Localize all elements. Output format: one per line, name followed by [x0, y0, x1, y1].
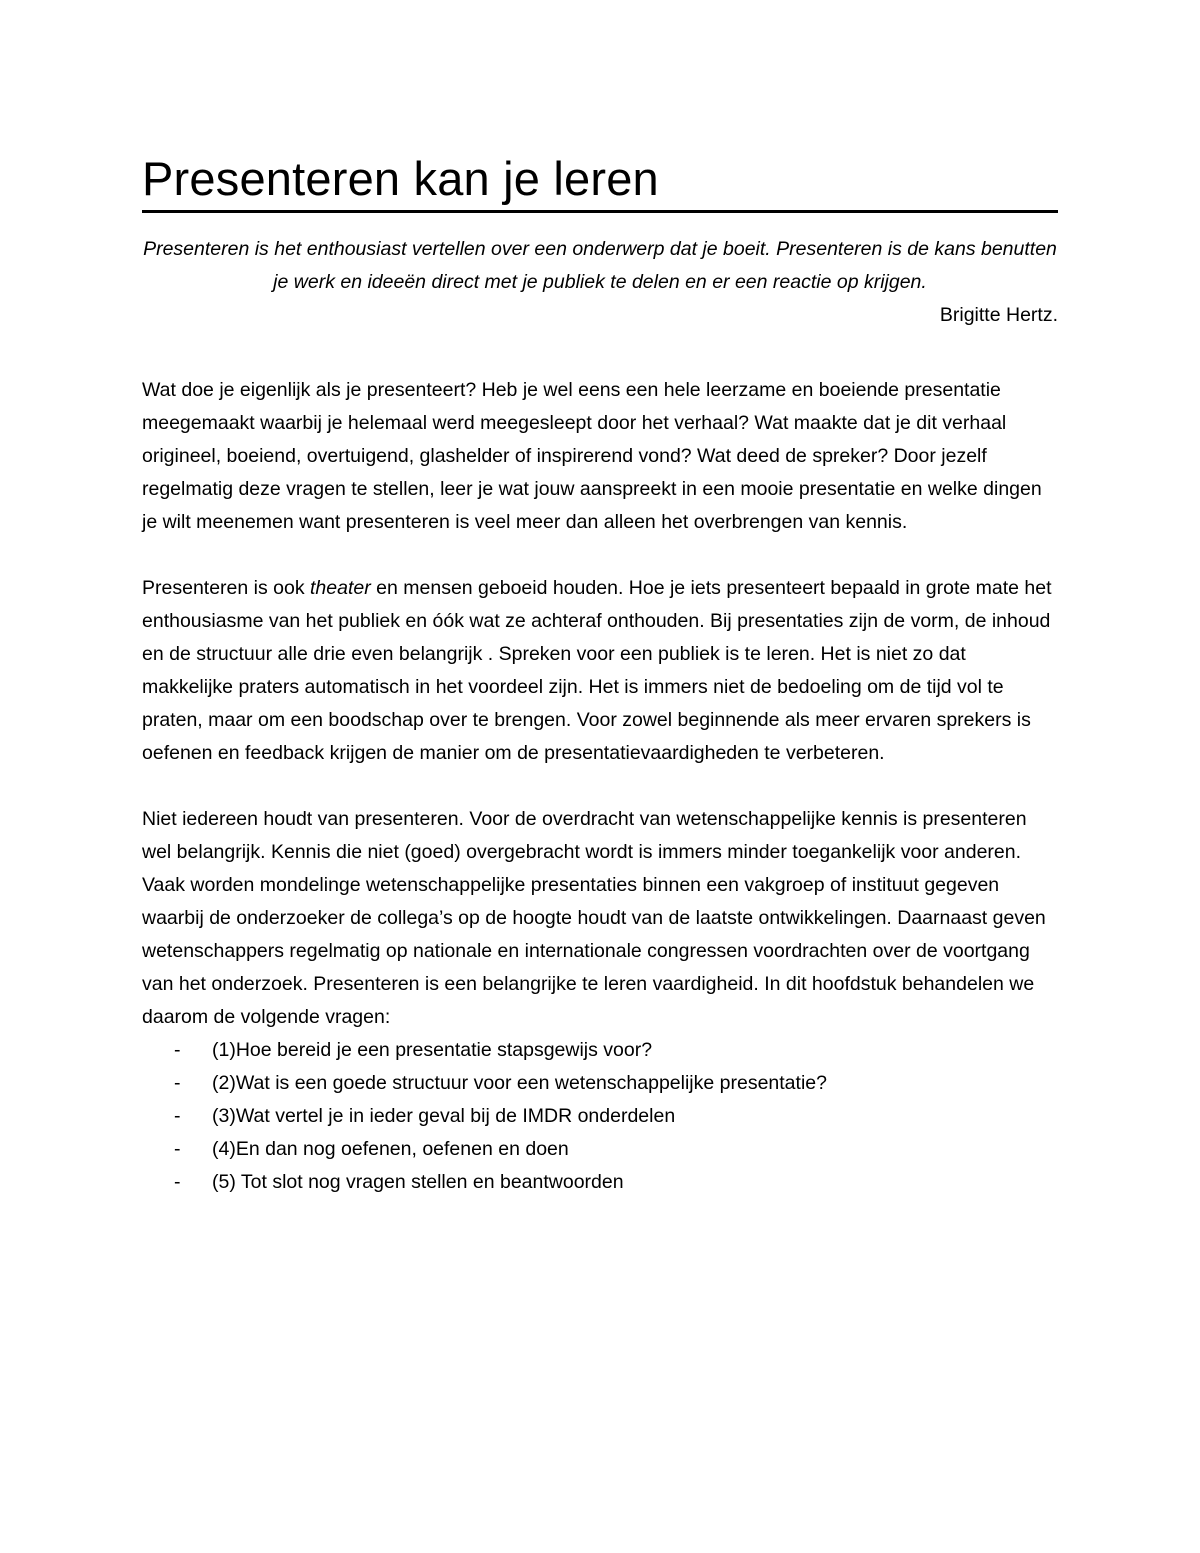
list-item-text: (1)Hoe bereid je een presentatie stapsgewijs voor?: [212, 1039, 653, 1061]
paragraph-theater-rest: en mensen geboeid houden. Hoe je iets presenteert bepaald in grote mate het enthousiasme van het publiek en óók wat ze achteraf onthouden. Bij presentaties zijn de vorm, de inhoud en de structuur alle drie even belangrijk . Spreken voor een publiek is te leren. Het is niet zo dat makkelijke praters automatisch in het voordeel zijn. Het is immers niet de bedoeling om de tijd vol te praten, maar om een boodschap over te brengen. Voor zowel beginnende als meer ervaren sprekers is oefenen en feedback krijgen de manier om de presentatievaardigheden te verbeteren.: [142, 577, 1052, 764]
list-item-text: (3)Wat vertel je in ieder geval bij de IMDR onderdelen: [212, 1105, 676, 1127]
list-item: [142, 1067, 1058, 1100]
dash-bullet: -: [174, 1138, 181, 1160]
epigraph-author: Brigitte Hertz.: [939, 304, 1058, 326]
emphasis-theater: theater: [310, 577, 371, 599]
list-item: [142, 1133, 1058, 1166]
list-item: [142, 1034, 1058, 1067]
question-list: [142, 1034, 1058, 1199]
dash-bullet: -: [174, 1072, 181, 1094]
page-title: Presenteren kan je leren: [142, 150, 1058, 213]
dash-bullet: -: [174, 1039, 181, 1061]
list-item: [142, 1166, 1058, 1199]
paragraph-intro: Wat doe je eigenlijk als je presenteert? Heb je wel eens een hele leerzame en boeiende presentatie meegemaakt waarbij je helemaal werd meegesleept door het verhaal? Wat maakte dat je dit verhaal origineel, boeiend, overtuigend, glashelder of inspirerend vond? Wat deed de spreker? Door jezelf regelmatig deze vragen te stellen, leer je wat jouw aanspreekt in een mooie presentatie en welke dingen je wilt meenemen want presenteren is veel meer dan alleen het overbrengen van kennis.: [142, 379, 1042, 533]
paragraph-theater-start: Presenteren is ook: [142, 577, 311, 599]
paragraph-science: Niet iedereen houdt van presenteren. Voor de overdracht van wetenschappelijke kennis is presenteren wel belangrijk. Kennis die niet (goed) overgebracht wordt is immers minder toegankelijk voor anderen. Vaak worden mondelinge wetenschappelijke presentaties binnen een vakgroep of instituut gegeven waarbij de onderzoeker de collega’s op de hoogte houdt van de laatste ontwikkelingen. Daarnaast geven wetenschappers regelmatig op nationale en internationale congressen voordrachten over de voortgang van het onderzoek. Presenteren is een belangrijke te leren vaardigheid. In dit hoofdstuk behandelen we daarom de volgende vragen:: [142, 808, 1046, 1028]
list-item-text: (4)En dan nog oefenen, oefenen en doen: [212, 1138, 569, 1160]
document-page: [142, 150, 1058, 1199]
epigraph-quote: Presenteren is het enthousiast vertellen over een onderwerp dat je boeit. Presenteren is de kans benutten je werk en ideeën direct met je publiek te delen en er een reactie op krijgen.: [143, 238, 1057, 293]
list-item-text: (2)Wat is een goede structuur voor een wetenschappelijke presentatie?: [212, 1072, 827, 1094]
paragraph-theater: [142, 572, 1058, 770]
list-item-text: (5) Tot slot nog vragen stellen en beantwoorden: [212, 1171, 624, 1193]
dash-bullet: -: [174, 1105, 181, 1127]
list-item: [142, 1100, 1058, 1133]
dash-bullet: -: [174, 1171, 181, 1193]
